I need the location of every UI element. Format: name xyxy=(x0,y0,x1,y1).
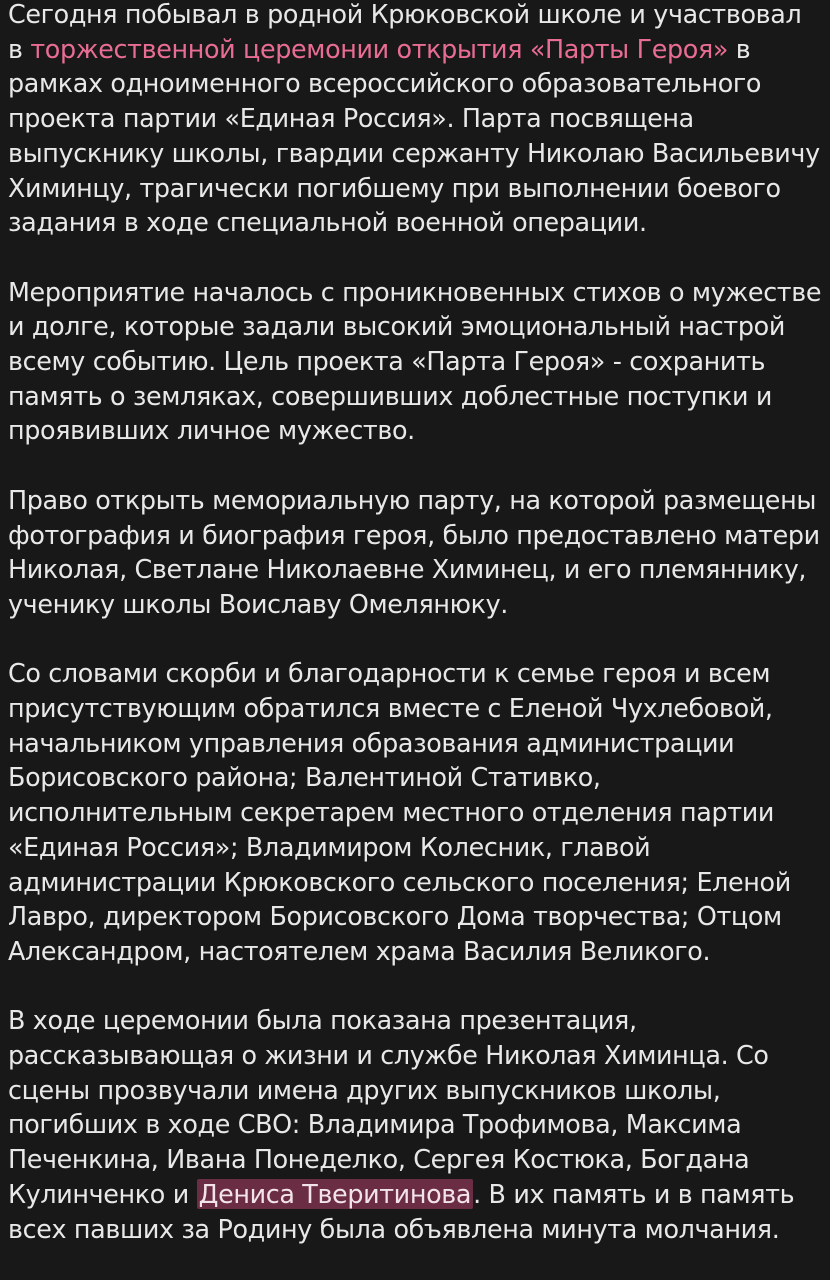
paragraph-gap xyxy=(8,622,822,657)
ceremony-link[interactable]: торжественной церемонии открытия «Парты Героя» xyxy=(30,33,729,64)
paragraph-1-text-end: в рамках одноименного всероссийского образовательного проекта партии «Единая Россия». Парта посвящена выпускнику школы, гвардии сержанту Николаю Васильевичу Химинцу, трагически погибшему при выполнении боевого задания в ходе специальной военной операции. xyxy=(8,33,820,238)
paragraph-3: Право открыть мемориальную парту, на которой размещены фотография и биография героя, было предоставлено матери Николая, Светлане Николаевне Химинец, и его племяннику, ученику школы Воиславу Омелянюку. xyxy=(8,484,820,619)
paragraph-4: Со словами скорби и благодарности к семье героя и всем присутствующим обратился вместе с Еленой Чухлебовой, начальником управления образования администрации Борисовского района; Валентиной Стативко, исполнительным секретарем местного отделения партии «Единая Россия»; Владимиром Колесник, главой администрации Крюковского сельского поселения; Еленой Лавро, директором Борисовского Дома творчества; Отцом Александром, настоятелем храма Василия Великого. xyxy=(8,658,791,966)
paragraph-5-text-end: . В их память и в память всех павших за Родину была объявлена минута молчания. xyxy=(8,1178,795,1244)
paragraph-2: Мероприятие началось с проникновенных стихов о мужестве и долге, которые задали высокий эмоциональный настрой всему событию. Цель проекта «Парта Героя» - сохранить память о земляках, совершивших доблестные поступки и проявивших личное мужество. xyxy=(8,276,822,446)
paragraph-1 xyxy=(8,0,822,240)
paragraph-gap xyxy=(8,240,822,275)
paragraph-gap xyxy=(8,969,822,1004)
paragraph-5 xyxy=(8,1003,822,1246)
paragraph-gap xyxy=(8,448,822,483)
paragraph-5-text-start: В ходе церемонии была показана презентация, рассказывающая о жизни и службе Николая Химинца. Со сцены прозвучали имена других выпускников школы, погибших в ходе СВО: Владимира Трофимова, Максима Печенкина, Ивана Понеделко, Сергея Костюка, Богдана Кулинченко и xyxy=(8,1005,769,1209)
paragraph-1-text-start: Сегодня побывал в родной Крюковской школе и участвовал в xyxy=(8,0,802,64)
highlighted-name[interactable]: Дениса Тверитинова xyxy=(198,1178,472,1209)
